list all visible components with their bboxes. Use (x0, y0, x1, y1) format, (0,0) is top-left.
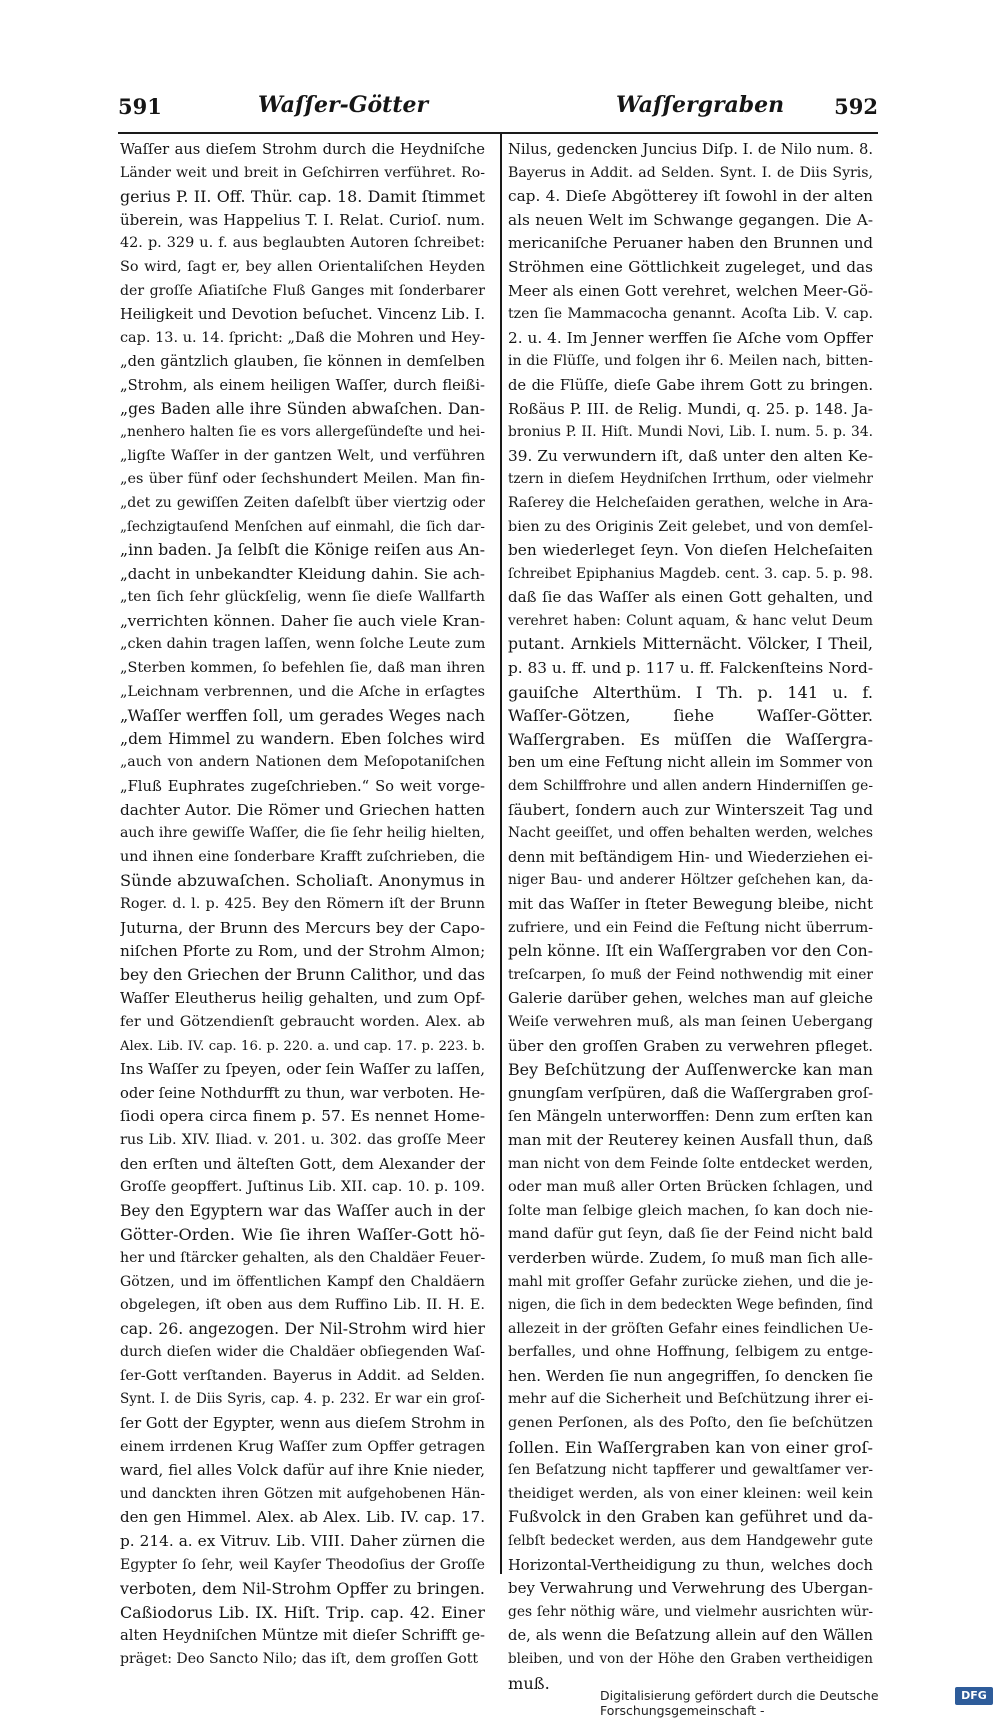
text-line: über den groſſen Graben zu verwehren pfleget. (508, 1036, 873, 1055)
text-line: Götzen, und im öffentlichen Kampf den Chaldäern (120, 1273, 485, 1290)
text-line: Bayerus in Addit. ad Selden. Synt. I. de Diis Syris, (508, 164, 873, 181)
text-line: cap. 26. angezogen. Der Nil-Strohm wird hier (120, 1319, 485, 1338)
text-line: „det zu gewiſſen Zeiten daſelbſt über viertzig oder (120, 494, 485, 511)
text-line: rus Lib. XIV. Iliad. v. 201. u. 302. das groſſe Meer (120, 1131, 485, 1148)
text-line: mericaniſche Peruaner haben den Brunnen und (508, 234, 873, 253)
text-line: „Fluß Euphrates zugeſchrieben.“ So weit vorge- (120, 778, 485, 796)
running-header (118, 88, 878, 132)
text-line: berfalles, und ohne Hoffnung, ſelbigem zu entge- (508, 1344, 873, 1361)
text-line: gnungſam verſpüren, daß die Waſſergraben groſ- (508, 1084, 873, 1102)
text-line: obgelegen, iſt oben aus dem Ruffino Lib. II. H. E. (120, 1297, 485, 1314)
header-rule (118, 132, 878, 134)
text-line: Ströhmen eine Göttlichkeit zugeleget, und das (508, 257, 873, 276)
text-line: den erſten und älteſten Gott, dem Alexander der (120, 1155, 485, 1173)
text-line: treſcarpen, ſo muß der Feind nothwendig mit einer (508, 966, 873, 983)
text-line: verehret haben: Colunt aquam, & hanc velut Deum (508, 612, 873, 629)
text-line: ſollen. Ein Waſſergraben kan von einer groſ- (508, 1437, 873, 1457)
dfg-logo: DFG (955, 1687, 993, 1705)
text-line: ſolte man ſelbige gleich machen, ſo kan doch nie- (508, 1202, 873, 1219)
text-line: bey Verwahrung und Verwehrung des Ubergan- (508, 1579, 873, 1598)
text-line: man mit der Reuterey keinen Ausfall thun, daß (508, 1130, 873, 1149)
text-line: ben wiederleget ſeyn. Von dieſen Helcheſaiten (508, 541, 873, 560)
text-line: „ſechzigtauſend Menſchen auf einmahl, die ſich dar- (120, 518, 485, 535)
header-title-right: Waſſergraben (616, 92, 785, 118)
text-line: Länder weit und breit in Geſchirren verführet. Ro- (120, 164, 485, 181)
text-line: Alex. Lib. IV. cap. 16. p. 220. a. und cap. 17. p. 223. b. (120, 1038, 485, 1054)
text-line: So wird, ſagt er, bey allen Orientaliſchen Heyden (120, 258, 485, 275)
text-line: den gen Himmel. Alex. ab Alex. Lib. IV. cap. 17. (120, 1508, 485, 1527)
text-line: ſelbſt bedecket werden, aus dem Handgewehr gute (508, 1533, 873, 1550)
text-line: und danckten ihren Götzen mit aufgehobenen Hän- (120, 1485, 485, 1502)
text-line: einem irrdenen Krug Waſſer zum Opffer getragen (120, 1438, 485, 1455)
text-line: de, als wenn die Beſatzung allein auf den Wällen (508, 1627, 873, 1645)
text-line: Waſſer aus dieſem Strohm durch die Heydniſche (120, 141, 485, 158)
text-line: dachter Autor. Die Römer und Griechen hatten (120, 800, 485, 819)
text-line: cap. 13. u. 14. ſpricht: „Daß die Mohren und Hey- (120, 329, 485, 346)
text-line: putant. Arnkiels Mitternächt. Völcker, I Theil, (508, 635, 873, 654)
text-line: Sünde abzuwaſchen. Scholiaſt. Anonymus in (120, 871, 485, 891)
text-line: ſäubert, ſondern auch zur Winterszeit Tag und (508, 800, 873, 819)
footer (600, 1686, 995, 1718)
text-line: tzen ſie Mammacocha genannt. Acoſta Lib. V. cap. (508, 306, 873, 323)
text-line: ſiodi opera circa finem p. 57. Es nennet Home- (120, 1107, 485, 1126)
text-line: mehr auf die Sicherheit und Beſchützung ihrer ei- (508, 1391, 873, 1408)
text-line: 39. Zu verwundern iſt, daß unter den alten Ke- (508, 446, 873, 465)
text-line: auch ihre gewiſſe Waſſer, die ſie ſehr heilig hielten, (120, 825, 485, 842)
text-line: Groſſe geopffert. Juſtinus Lib. XII. cap. 10. p. 109. (120, 1179, 485, 1196)
text-line: p. 214. a. ex Vitruv. Lib. VIII. Daher zürnen die (120, 1532, 485, 1551)
column-divider (500, 134, 502, 1574)
text-line: Synt. I. de Diis Syris, cap. 4. p. 232. Er war ein groſ- (120, 1391, 485, 1408)
text-line: theidiget werden, als von einer kleinen: weil kein (508, 1485, 873, 1502)
left-column (120, 138, 485, 1672)
text-line: Götter-Orden. Wie ſie ihren Waſſer-Gott hö- (120, 1225, 485, 1245)
text-line: Juturna, der Brunn des Mercurs bey der Capo- (120, 918, 485, 937)
text-line: denn mit beſtändigem Hin- und Wiederziehen ei- (508, 848, 873, 866)
text-line: „nenhero halten ſie es vors allergeſündeſte und hei- (120, 424, 485, 441)
text-line: „dem Himmel zu wandern. Eben ſolches wird (120, 729, 485, 748)
text-line: gauiſche Alterthüm. I Th. p. 141 u. f. (508, 682, 873, 702)
text-line: und ihnen eine ſonderbare Krafft zuſchrieben, die (120, 848, 485, 865)
text-line: Roger. d. l. p. 425. Bey den Römern iſt der Brunn (120, 896, 485, 912)
text-line: ſen Beſatzung nicht tapfferer und gewaltſamer ver- (508, 1462, 873, 1479)
text-line: überein, was Happelius T. I. Relat. Curioſ. num. (120, 210, 485, 229)
text-line: 42. p. 329 u. f. aus beglaubten Autoren ſchreibet: (120, 235, 485, 252)
text-line: muß. (508, 1673, 550, 1693)
text-line: „Strohm, als einem heiligen Waſſer, durch fleißi- (120, 376, 485, 394)
text-line: bey den Griechen der Brunn Calithor, und das (120, 965, 485, 984)
text-line: man nicht von dem Feinde ſolte entdecket werden, (508, 1155, 873, 1172)
text-line: der groſſe Aſiatiſche Fluß Ganges mit ſonderbarer (120, 282, 485, 299)
text-line: allezeit in der gröſten Gefahr eines feindlichen Ue- (508, 1320, 873, 1337)
footer-credit: Digitalisierung gefördert durch die Deutsche Forschungsgemeinschaft - (600, 1688, 879, 1718)
text-line: durch dieſen wider die Chaldäer obſiegenden Waſ- (120, 1344, 485, 1361)
text-line: Caßiodorus Lib. IX. Hiſt. Trip. cap. 42. Einer (120, 1602, 485, 1622)
text-line: ges ſehr nöthig wäre, und vielmehr ausrichten wür- (508, 1603, 873, 1620)
text-line: de die Flüſſe, dieſe Gabe ihrem Gott zu bringen. (508, 376, 873, 394)
text-line: „ligſte Waſſer in der gantzen Welt, und verführen (120, 447, 485, 464)
text-line: ward, fiel alles Volck dafür auf ihre Knie nieder, (120, 1461, 485, 1480)
text-line: Egypter ſo ſehr, weil Kayſer Theodoſius der Groſſe (120, 1556, 485, 1573)
text-line: her und ſtärcker gehalten, als den Chaldäer Feuer- (120, 1249, 485, 1266)
text-line: Horizontal-Vertheidigung zu thun, welches doch (508, 1556, 873, 1574)
text-line: „cken dahin tragen laſſen, wenn ſolche Leute zum (120, 636, 485, 653)
text-line: ſer-Gott verſtanden. Bayerus in Addit. ad Selden. (120, 1367, 485, 1384)
text-line: Ins Waſſer zu ſpeyen, oder ſein Waſſer zu laſſen, (120, 1060, 485, 1079)
text-line: ſen Mängeln unterworffen: Denn zum erſten kan (508, 1108, 873, 1126)
text-line: ſchreibet Epiphanius Magdeb. cent. 3. cap. 5. p. 98. (508, 565, 873, 582)
text-line: verboten, dem Nil-Strohm Opffer zu bringen. (120, 1579, 485, 1599)
text-line: zufriere, und ein Feind die Feſtung nicht überrum- (508, 919, 873, 936)
text-line: „inn baden. Ja ſelbſt die Könige reiſen aus An- (120, 541, 485, 560)
text-line: oder ſeine Nothdurfft zu thun, war verboten. He- (120, 1084, 485, 1102)
text-line: daß ſie das Waſſer als einen Gott gehalten, und (508, 588, 873, 607)
text-line: bleiben, und von der Höhe den Graben vertheidigen (508, 1651, 873, 1667)
text-line: tzern in dieſem Heydniſchen Irrthum, oder vielmehr (508, 471, 873, 488)
text-line: Waſſer-Götzen, ſiehe Waſſer-Götter. (508, 706, 873, 726)
text-line: 2. u. 4. Im Jenner werffen ſie Aſche vom Opffer (508, 328, 873, 347)
text-line: in die Flüſſe, und folgen ihr 6. Meilen nach, bitten- (508, 353, 873, 370)
text-line: als neuen Welt im Schwange gegangen. Die A- (508, 210, 873, 229)
text-line: p. 83 u. ff. und p. 117 u. ff. Falckenſteins Nord- (508, 659, 873, 678)
text-line: mand dafür gut ſeyn, daß ſie der Feind nicht bald (508, 1226, 873, 1243)
text-line: Waſſergraben. Es müſſen die Waſſergra- (508, 729, 873, 749)
text-line: Roßäus P. III. de Relig. Mundi, q. 25. p. 148. Ja- (508, 399, 873, 418)
right-column (508, 138, 873, 1695)
text-line: verderben würde. Zudem, ſo muß man ſich alle- (508, 1248, 873, 1267)
text-line: fer und Götzendienſt gebraucht worden. Alex. ab (120, 1013, 485, 1030)
text-line: mahl mit groſſer Gefahr zurücke ziehen, und die je- (508, 1273, 873, 1290)
text-line: ſer Gott der Egypter, wenn aus dieſem Strohm in (120, 1415, 485, 1433)
text-line: ben um eine Feſtung nicht allein im Sommer von (508, 754, 873, 772)
text-line: genen Perſonen, als des Poſto, den ſie beſchützen (508, 1415, 873, 1432)
text-line: mit das Waſſer in ſteter Bewegung bleibe, nicht (508, 895, 873, 913)
text-line: Weiſe verwehren muß, als man ſeinen Uebergang (508, 1013, 873, 1030)
text-line: Galerie darüber gehen, welches man auf gleiche (508, 990, 873, 1008)
text-line: „den gäntzlich glauben, ſie können in demſelben (120, 353, 485, 371)
text-line: Raſerey die Helcheſaiden gerathen, welche in Ara- (508, 494, 873, 511)
text-line: oder man muß aller Orten Brücken ſchlagen, und (508, 1179, 873, 1196)
text-line: peln könne. Iſt ein Waſſergraben vor den Con- (508, 942, 873, 961)
text-line: Nilus, gedencken Juncius Diſp. I. de Nilo num. 8. (508, 141, 873, 158)
text-line: „Leichnam verbrennen, und die Aſche in erſagtes (120, 683, 485, 700)
text-line: hen. Werden ſie nun angegriffen, ſo dencken ſie (508, 1366, 873, 1385)
text-line: Bey den Egyptern war das Waſſer auch in der (120, 1201, 485, 1220)
text-line: nigen, die ſich in dem bedeckten Wege befinden, ſind (508, 1297, 873, 1314)
text-line: Meer als einen Gott verehret, welchen Meer-Gö- (508, 282, 873, 300)
text-line: „Waſſer werffen ſoll, um gerades Weges nach (120, 706, 485, 726)
text-line: „auch von andern Nationen dem Meſopotaniſchen (120, 754, 485, 771)
header-title-left: Waſſer-Götter (258, 92, 429, 118)
text-line: Heiligkeit und Devotion beſuchet. Vincenz Lib. I. (120, 306, 485, 324)
text-line: bronius P. II. Hiſt. Mundi Novi, Lib. I. num. 5. p. 34. (508, 424, 873, 441)
text-line: gerius P. II. Off. Thür. cap. 18. Damit ſtimmet (120, 187, 485, 207)
text-line: Waſſer Eleutherus heilig gehalten, und zum Opf- (120, 990, 485, 1008)
text-line: niſchen Pforte zu Rom, und der Strohm Almon; (120, 942, 485, 961)
text-line: Bey Beſchützung der Auſſenwercke kan man (508, 1060, 873, 1080)
text-line: „ten ſich ſehr glückſelig, wenn ſie dieſe Wallfarth (120, 589, 485, 606)
text-line: „es über fünf oder ſechshundert Meilen. Man fin- (120, 471, 485, 488)
text-line: Fußvolck in den Graben kan geführet und da- (508, 1508, 873, 1527)
text-line: „dacht in unbekandter Kleidung dahin. Sie ach- (120, 564, 485, 583)
text-line: Nacht geeiſſet, und offen behalten werden, welches (508, 825, 873, 842)
text-line: präget: Deo Sancto Nilo; das iſt, dem groſſen Gott (120, 1651, 479, 1667)
text-line: bien zu des Originis Zeit gelebet, und von demſel- (508, 518, 873, 535)
text-line: cap. 4. Dieſe Abgötterey iſt ſowohl in der alten (508, 187, 873, 206)
text-line: alten Heydniſchen Müntze mit dieſer Schrifft ge- (120, 1627, 485, 1645)
text-line: „Sterben kommen, ſo befehlen ſie, daß man ihren (120, 660, 485, 677)
text-line: „verrichten können. Daher ſie auch viele Kran- (120, 611, 485, 630)
text-line: niger Bau- und anderer Höltzer geſchehen kan, da- (508, 872, 873, 889)
text-line: dem Schilffrohre und allen andern Hinderniſſen ge- (508, 778, 873, 795)
text-line: „ges Baden alle ihre Sünden abwaſchen. Dan- (120, 399, 485, 418)
page-number-left: 591 (118, 94, 162, 119)
page-number-right: 592 (834, 94, 878, 119)
